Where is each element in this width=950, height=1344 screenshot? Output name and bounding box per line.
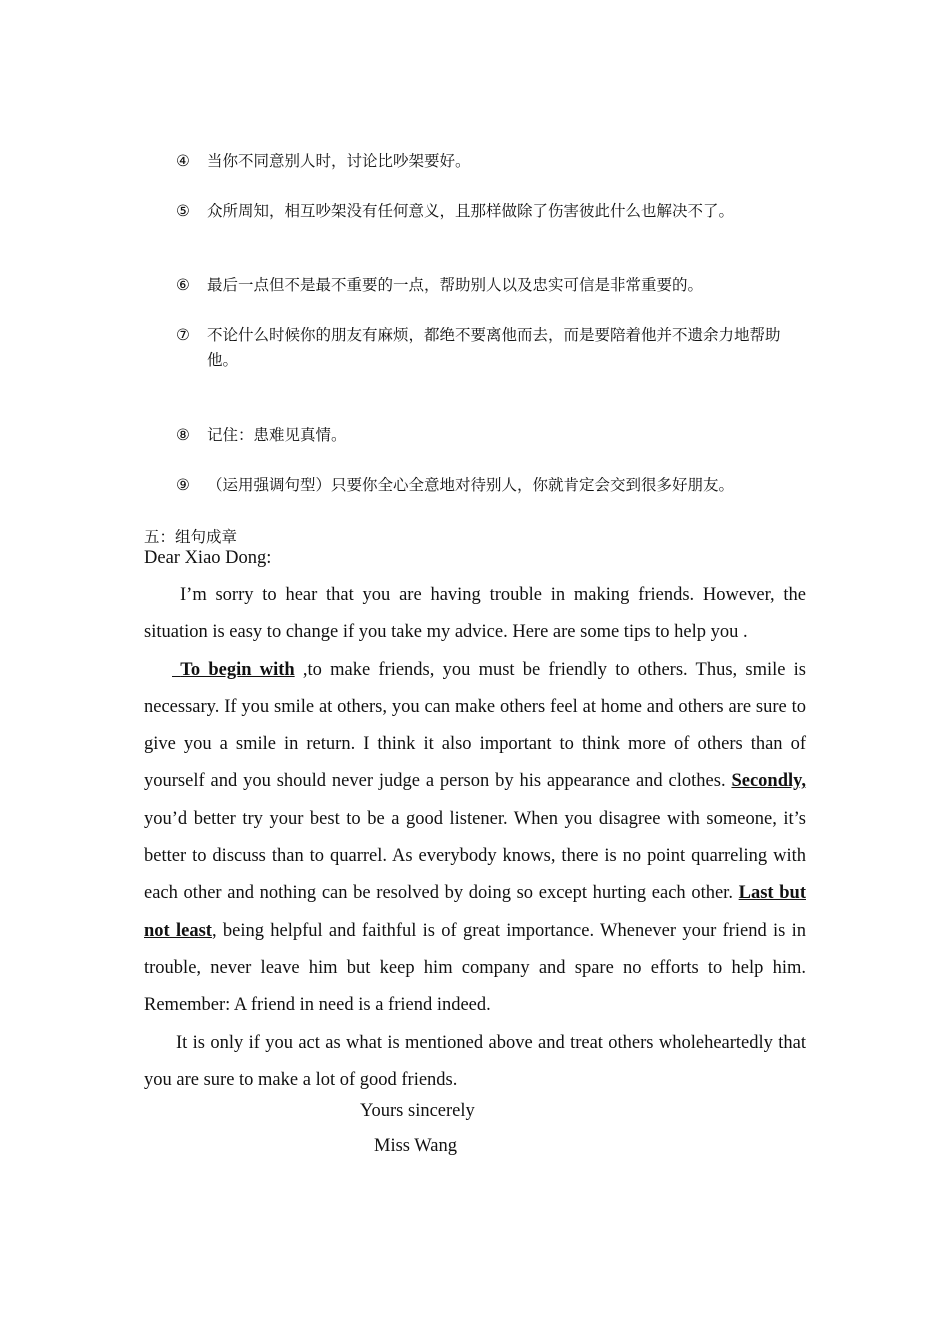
list-item: [176, 273, 808, 298]
item-text: （运用强调句型）只要你全心全意地对待别人，你就肯定会交到很多好朋友。: [207, 477, 735, 494]
list-item: [176, 423, 808, 448]
letter-salutation: Dear Xiao Dong:: [144, 548, 272, 568]
paragraph-text: , being helpful and faithful is of great importance. Whenever your friend is in trouble, never leave him but keep him company and spare no efforts to help him. Remember: A friend in need is a friend indeed.: [144, 920, 806, 1016]
letter-body: [144, 577, 806, 1099]
item-text: 记住：患难见真情。: [207, 427, 347, 444]
item-number: ⑧: [176, 427, 190, 444]
item-number: ⑦: [176, 327, 190, 344]
item-text: 不论什么时候你的朋友有麻烦，都绝不要离他而去，而是要陪着他并不遗余力地帮助他。: [207, 327, 781, 369]
letter-paragraph: [144, 1025, 806, 1100]
transition-phrase: Secondly,: [731, 771, 806, 792]
list-item: [176, 473, 808, 498]
item-number: ⑨: [176, 477, 190, 494]
paragraph-text: ,to make friends, you must be friendly to others. Thus, smile is necessary. If you smile at others, you can make others feel at home and others are sure to give you a smile in return. I think it also important to think more of others than of yourself and you should never judge a person by his appearance and clothes.: [144, 659, 806, 792]
item-number: ⑥: [176, 277, 190, 294]
paragraph-text: I’m sorry to hear that you are having trouble in making friends. However, the situation is easy to change if you take my advice. Here are some tips to help you .: [144, 585, 806, 643]
list-item: [176, 323, 808, 373]
list-item: [176, 199, 808, 224]
section-title: 五：组句成章: [144, 529, 238, 546]
letter-paragraph: [144, 652, 806, 1025]
paragraph-text: you’d better try your best to be a good listener. When you disagree with someone, it’s better to discuss than to quarrel. As everybody knows, there is no point quarreling with each other and nothing can be resolved by doing so except hurting each other.: [144, 808, 806, 904]
letter-paragraph: [144, 577, 806, 652]
item-text: 最后一点但不是最不重要的一点，帮助别人以及忠实可信是非常重要的。: [207, 277, 704, 294]
list-item: [176, 149, 808, 174]
item-text: 众所周知，相互吵架没有任何意义，且那样做除了伤害彼此什么也解决不了。: [207, 203, 735, 220]
letter-closing: Yours sincerely: [360, 1101, 475, 1121]
item-text: 当你不同意别人时，讨论比吵架要好。: [207, 153, 471, 170]
transition-phrase: Last but not least: [144, 883, 806, 941]
item-number: ④: [176, 153, 190, 170]
item-number: ⑤: [176, 203, 190, 220]
letter-signature: Miss Wang: [374, 1136, 457, 1156]
paragraph-text: It is only if you act as what is mentioned above and treat others wholeheartedly that you are sure to make a lot of good friends.: [144, 1032, 806, 1090]
transition-phrase: To begin with: [180, 659, 295, 680]
